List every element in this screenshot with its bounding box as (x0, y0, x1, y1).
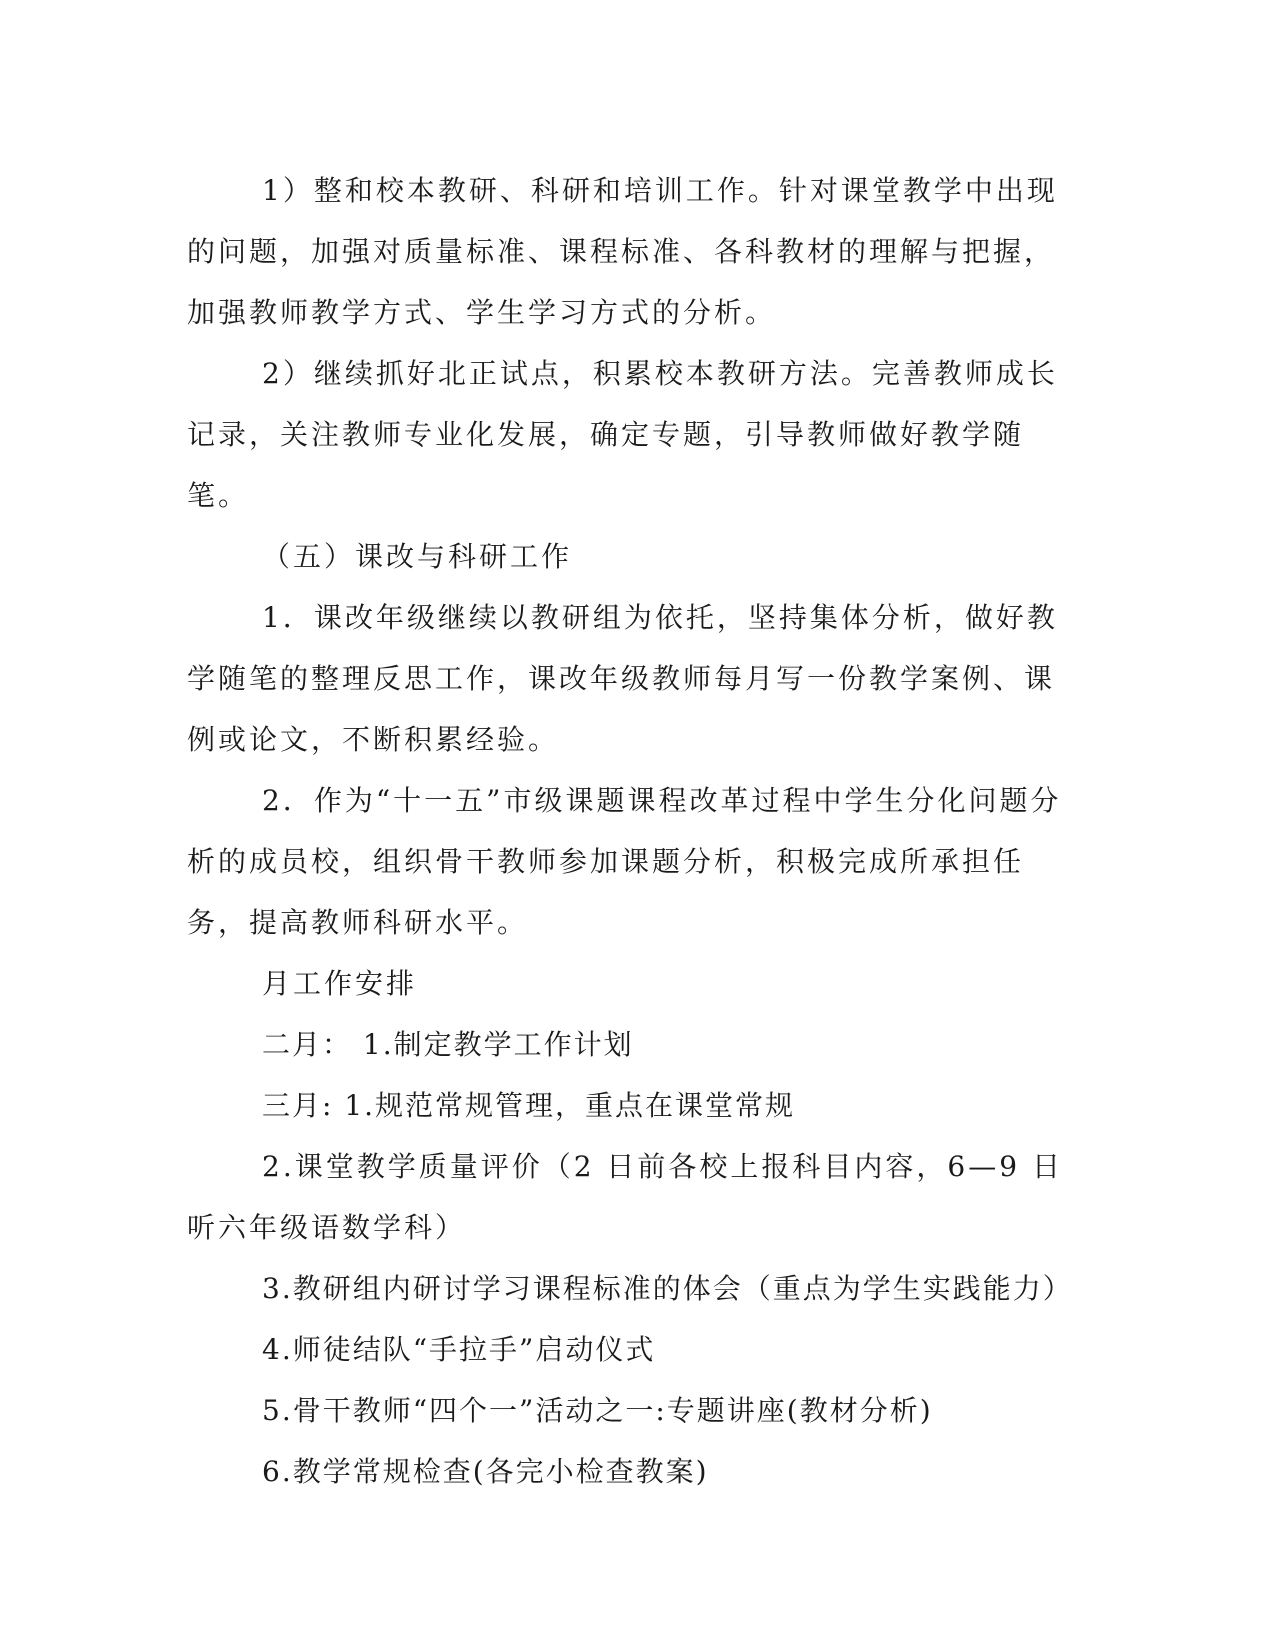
section-heading-reform-research: （五）课改与科研工作 (262, 540, 573, 573)
schedule-march-item-2: 2.课堂教学质量评价（2 日前各校上报科目内容，6—9 日听六年级语数学科） (187, 1150, 1063, 1244)
schedule-march: 三月: 1.规范常规管理，重点在课堂常规 (262, 1089, 796, 1122)
schedule-march-item-6: 6.教学常规检查(各完小检查教案) (262, 1455, 709, 1488)
schedule-march-item-4: 4.师徒结队“手拉手”启动仪式 (262, 1333, 656, 1366)
schedule-march-item-5: 5.骨干教师“四个一”活动之一:专题讲座(教材分析) (262, 1394, 933, 1427)
paragraph-city-project: 2．作为“十一五”市级课题课程改革过程中学生分化问题分析的成员校，组织骨干教师参加课题分析，积极完成所承担任务，提高教师科研水平。 (187, 784, 1062, 939)
paragraph-reform-grade: 1．课改年级继续以教研组为依托，坚持集体分析，做好教学随笔的整理反思工作，课改年级教师每月写一份教学案例、课例或论文，不断积累经验。 (187, 601, 1058, 756)
monthly-schedule-heading: 月工作安排 (262, 967, 418, 1000)
document-body (187, 160, 1073, 1502)
schedule-february: 二月： 1.制定教学工作计划 (262, 1028, 634, 1061)
paragraph-pilot-program: 2）继续抓好北正试点，积累校本教研方法。完善教师成长记录，关注教师专业化发展，确定专题，引导教师做好教学随笔。 (187, 357, 1058, 512)
schedule-march-item-3: 3.教研组内研讨学习课程标准的体会（重点为学生实践能力） (262, 1272, 1073, 1305)
paragraph-integrate-research: 1）整和校本教研、科研和培训工作。针对课堂教学中出现的问题，加强对质量标准、课程标准、各科教材的理解与把握，加强教师教学方式、学生学习方式的分析。 (187, 174, 1058, 329)
